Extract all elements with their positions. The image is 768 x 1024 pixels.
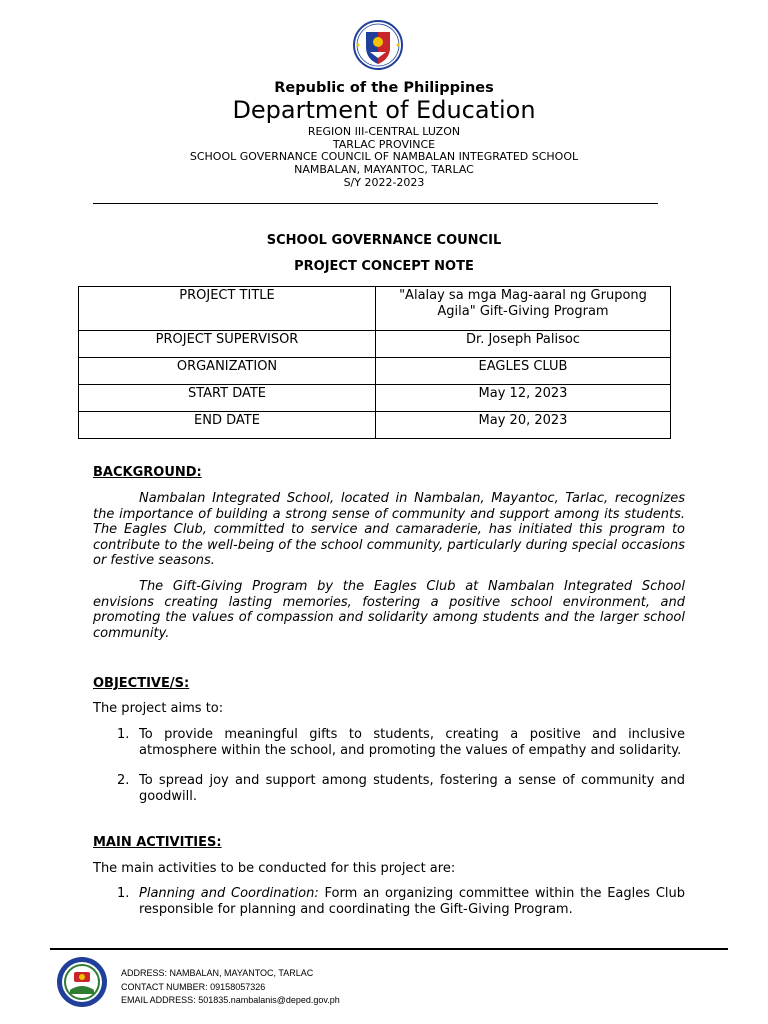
background-paragraph xyxy=(93,491,685,569)
list-text: To provide meaningful gifts to students, creating a positive and inclusive atmosphere within the school, and promoting the values of empathy and solidarity. xyxy=(139,727,685,758)
table-label: START DATE xyxy=(79,385,376,412)
table-row xyxy=(79,385,671,412)
table-label: ORGANIZATION xyxy=(79,358,376,385)
address-line: NAMBALAN, MAYANTOC, TARLAC xyxy=(294,163,474,176)
table-row xyxy=(79,358,671,385)
activity-text: Form an organizing committee within the Eagles Club responsible for planning and coordinating the Gift-Giving Program. xyxy=(139,886,686,917)
table-row xyxy=(79,287,671,331)
table-label: END DATE xyxy=(79,412,376,439)
footer-address: ADDRESS: NAMBALAN, MAYANTOC, TARLAC xyxy=(121,968,314,978)
table-row xyxy=(79,412,671,439)
province-line: TARLAC PROVINCE xyxy=(332,138,436,151)
header-divider xyxy=(93,203,658,204)
list-number: 1. xyxy=(117,727,130,742)
paragraph-text: The Gift-Giving Program by the Eagles Club at Nambalan Integrated School envisions creating lasting memories, fostering a positive school environment, and promoting the values of compassion and solidarity among students and the larger school community. xyxy=(93,579,685,641)
table-label: PROJECT SUPERVISOR xyxy=(79,331,376,358)
republic-line: Republic of the Philippines xyxy=(274,80,494,96)
table-value: EAGLES CLUB xyxy=(376,358,671,385)
list-text: To spread joy and support among students, fostering a sense of community and goodwill. xyxy=(139,773,685,804)
activities-intro: The main activities to be conducted for this project are: xyxy=(93,861,456,876)
list-number: 1. xyxy=(117,886,130,901)
objectives-heading: OBJECTIVE/S: xyxy=(93,676,190,691)
footer-divider xyxy=(50,948,728,950)
project-info-table xyxy=(78,286,671,439)
school-year-line: S/Y 2022-2023 xyxy=(343,176,425,189)
table-value: May 12, 2023 xyxy=(376,385,671,412)
activity-lead: Planning and Coordination: xyxy=(139,886,319,901)
list-number: 2. xyxy=(117,773,130,788)
footer-email[interactable]: EMAIL ADDRESS: 501835.nambalanis@deped.gov.ph xyxy=(121,995,340,1005)
table-row xyxy=(79,331,671,358)
school-logo xyxy=(56,956,108,1008)
document-title: SCHOOL GOVERNANCE COUNCIL xyxy=(266,233,502,248)
council-line: SCHOOL GOVERNANCE COUNCIL OF NAMBALAN INTEGRATED SCHOOL xyxy=(189,150,579,163)
background-paragraph xyxy=(93,579,685,641)
objectives-intro: The project aims to: xyxy=(93,701,224,716)
table-label: PROJECT TITLE xyxy=(79,287,376,331)
footer-contact: CONTACT NUMBER: 09158057326 xyxy=(121,982,266,992)
table-value: "Alalay sa mga Mag-aaral ng Grupong Agila" Gift-Giving Program xyxy=(376,287,671,331)
paragraph-text: Nambalan Integrated School, located in Nambalan, Mayantoc, Tarlac, recognizes the importance of building a strong sense of community and support among its students. The Eagles Club, committed to service and camaraderie, has initiated this program to contribute to the well-being of the school community, particularly during special occasions or festive seasons. xyxy=(93,491,685,568)
document-subtitle: PROJECT CONCEPT NOTE xyxy=(294,259,474,274)
region-line: REGION III-CENTRAL LUZON xyxy=(307,125,461,138)
deped-seal-icon xyxy=(352,14,404,82)
department-title: Department of Education xyxy=(232,96,536,124)
activities-heading: MAIN ACTIVITIES: xyxy=(93,835,222,850)
deped-seal xyxy=(352,14,404,82)
table-value: May 20, 2023 xyxy=(376,412,671,439)
list-text xyxy=(139,886,685,917)
school-logo-icon xyxy=(56,956,108,1008)
background-heading: BACKGROUND: xyxy=(93,465,202,480)
table-value: Dr. Joseph Palisoc xyxy=(376,331,671,358)
